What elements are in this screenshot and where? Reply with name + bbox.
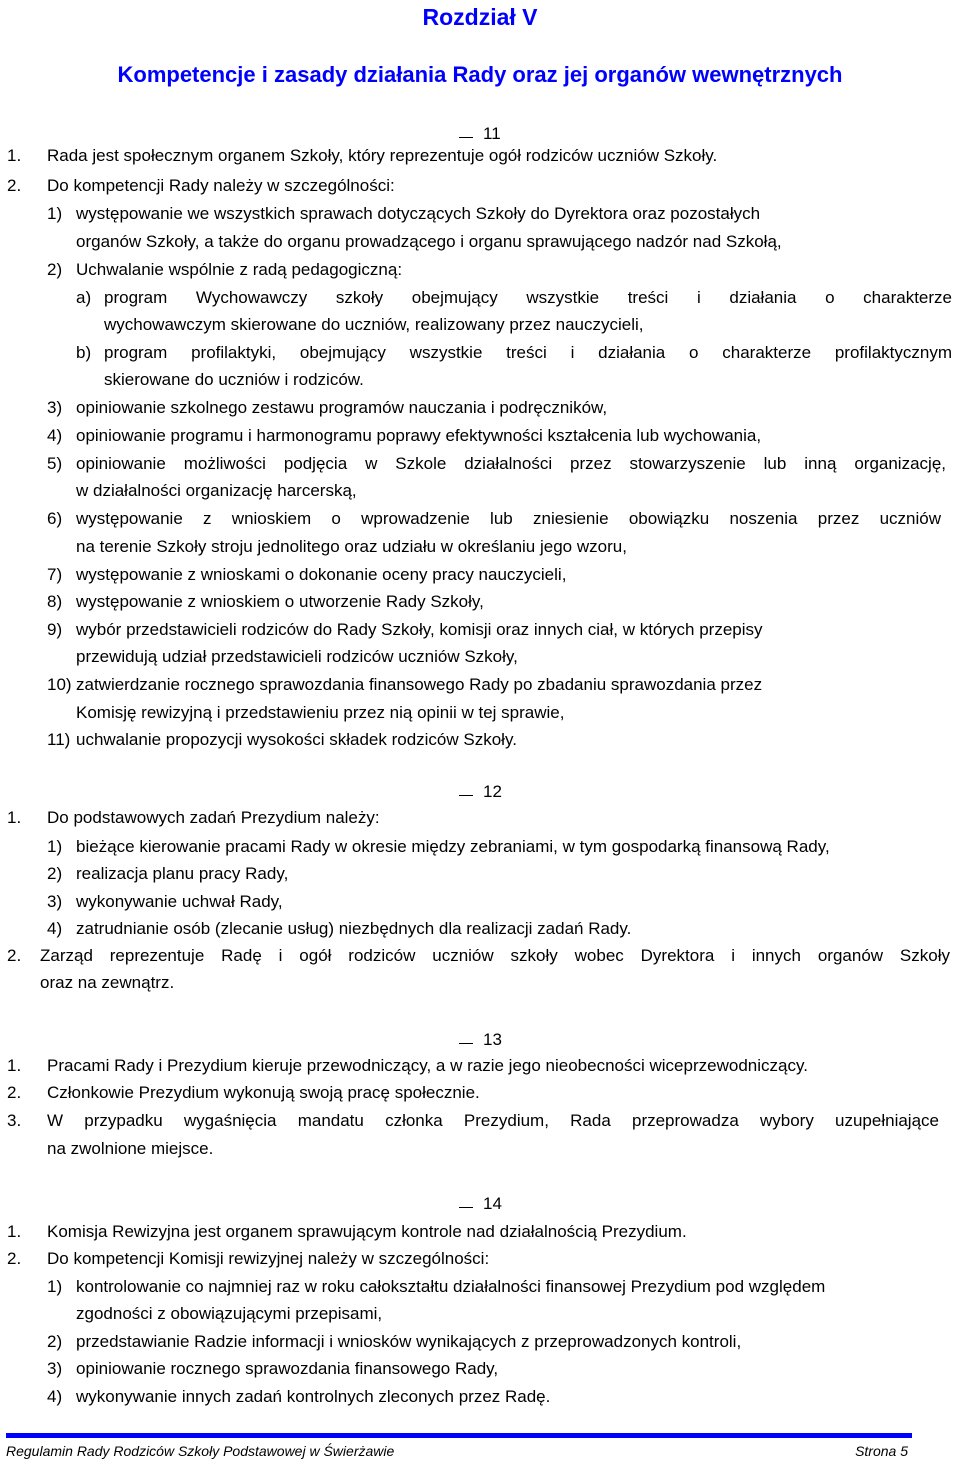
list-number: 2) [47,260,63,279]
list-number: 2. [7,176,22,195]
list-number: 1. [7,808,22,827]
list-item-text: wybór przedstawicieli rodziców do Rady Szkoły, komisji oraz innych ciał, w których przepisy [76,620,763,639]
footer-rule [6,1433,912,1438]
list-number: 10) [47,675,72,694]
list-number: 11) [47,730,71,749]
list-item-text: opiniowanie programu i harmonogramu poprawy efektywności kształcenia lub wychowania, [76,426,762,445]
section-number: 14 [483,1194,502,1213]
footer-document-title: Regulamin Rady Rodziców Szkoły Podstawowej w Świerżawie [6,1443,395,1459]
section-symbol [459,122,473,138]
section-mark-14 [459,1192,502,1216]
list-number: 4) [47,426,63,445]
list-number: 2) [47,1332,63,1351]
section-symbol [459,1028,473,1044]
list-item-text: skierowane do uczniów i rodziców. [104,370,364,389]
paragraph-text: W przypadku wygaśnięcia mandatu członka Prezydium, Rada przeprowadza wybory uzupełniające [47,1111,939,1130]
list-number: 4) [47,1387,63,1406]
chapter-heading: Rozdział V [422,4,538,30]
list-item-text: na terenie Szkoły stroju jednolitego oraz udziału w określaniu jego wzoru, [76,537,627,556]
list-item-text: opiniowanie możliwości podjęcia w Szkole działalności przez stowarzyszenie lub inną organizację, [76,454,946,473]
section-number: 12 [483,782,502,801]
section-mark-13 [459,1028,502,1052]
list-item-text: zatwierdzanie rocznego sprawozdania finansowego Rady po zbadaniu sprawozdania przez [76,675,763,694]
list-item-text: bieżące kierowanie pracami Rady w okresie między zebraniami, w tym gospodarką finansową Rady, [76,837,830,856]
list-item-text: występowanie we wszystkich sprawach dotyczących Szkoły do Dyrektora oraz pozostałych [76,204,761,223]
list-item-text: uchwalanie propozycji wysokości składek rodziców Szkoły. [76,730,517,749]
list-number: 8) [47,592,63,611]
footer-page-number: Strona 5 [855,1443,908,1459]
list-item-text: wykonywanie uchwał Rady, [76,892,283,911]
list-number: 2) [47,864,63,883]
list-item-text: przedstawianie Radzie informacji i wniosków wynikających z przeprowadzonych kontroli, [76,1332,742,1351]
list-number: 3) [47,892,63,911]
paragraph-text: na zwolnione miejsce. [47,1139,214,1158]
list-number: 9) [47,620,63,639]
section-mark-11 [459,122,501,146]
list-number: 3) [47,398,63,417]
list-item-text: Komisję rewizyjną i przedstawieniu przez nią opinii w tej sprawie, [76,703,565,722]
paragraph-text: Do podstawowych zadań Prezydium należy: [47,808,380,827]
list-item-text: kontrolowanie co najmniej raz w roku całokształtu działalności finansowej Prezydium pod względem [76,1277,826,1296]
list-letter: a) [76,288,92,307]
list-number: 2. [7,946,22,965]
list-item-text: występowanie z wnioskiem o utworzenie Rady Szkoły, [76,592,484,611]
list-item-text: zgodności z obowiązującymi przepisami, [76,1304,383,1323]
list-number: 1) [47,204,63,223]
section-mark-12 [459,780,502,804]
list-item-text: w działalności organizację harcerską, [76,481,357,500]
list-item-text: opiniowanie szkolnego zestawu programów nauczania i podręczników, [76,398,608,417]
paragraph-text: Do kompetencji Rady należy w szczególności: [47,176,395,195]
list-item-text: program profilaktyki, obejmujący wszystkie treści i działania o charakterze profilaktycznym [104,343,952,362]
list-number: 3) [47,1359,63,1378]
list-item-text: występowanie z wnioskami o dokonanie oceny pracy nauczycieli, [76,565,567,584]
paragraph-text: Pracami Rady i Prezydium kieruje przewodniczący, a w razie jego nieobecności wiceprzewodniczący. [47,1056,808,1075]
list-number: 7) [47,565,63,584]
list-item-text: wykonywanie innych zadań kontrolnych zleconych przez Radę. [76,1387,551,1406]
section-symbol [459,1192,473,1208]
list-item-text: wychowawczym skierowane do uczniów, realizowany przez nauczycieli, [104,315,644,334]
list-number: 2. [7,1083,22,1102]
list-number: 2. [7,1249,22,1268]
paragraph-text: Rada jest społecznym organem Szkoły, który reprezentuje ogół rodziców uczniów Szkoły. [47,146,718,165]
list-number: 3. [7,1111,22,1130]
list-number: 1. [7,1222,22,1241]
section-number: 13 [483,1030,502,1049]
list-number: 1) [47,837,63,856]
paragraph-text: Do kompetencji Komisji rewizyjnej należy w szczególności: [47,1249,490,1268]
section-number: 11 [483,124,501,143]
paragraph-text: Członkowie Prezydium wykonują swoją pracę społecznie. [47,1083,480,1102]
paragraph-text: oraz na zewnątrz. [40,973,175,992]
chapter-title: Kompetencje i zasady działania Rady oraz jej organów wewnętrznych [117,62,843,87]
section-symbol [459,780,473,796]
list-item-text: program Wychowawczy szkoły obejmujący wszystkie treści i działania o charakterze [104,288,952,307]
list-item-text: realizacja planu pracy Rady, [76,864,289,883]
paragraph-text: Zarząd reprezentuje Radę i ogół rodziców uczniów szkoły wobec Dyrektora i innych organów Szkoły [40,946,950,965]
list-number: 4) [47,919,63,938]
list-item-text: występowanie z wnioskiem o wprowadzenie lub zniesienie obowiązku noszenia przez uczniów [76,509,941,528]
list-item-text: opiniowanie rocznego sprawozdania finansowego Rady, [76,1359,499,1378]
list-item-text: organów Szkoły, a także do organu prowadzącego i organu sprawującego nadzór nad Szkołą, [76,232,782,251]
list-item-text: przewidują udział przedstawicieli rodziców uczniów Szkoły, [76,647,518,666]
list-number: 1. [7,146,22,165]
list-item-text: Uchwalanie wspólnie z radą pedagogiczną: [76,260,403,279]
list-number: 1. [7,1056,22,1075]
list-letter: b) [76,343,92,362]
list-number: 1) [47,1277,63,1296]
list-number: 5) [47,454,63,473]
list-number: 6) [47,509,63,528]
paragraph-text: Komisja Rewizyjna jest organem sprawującym kontrole nad działalnością Prezydium. [47,1222,687,1241]
list-item-text: zatrudnianie osób (zlecanie usług) niezbędnych dla realizacji zadań Rady. [76,919,632,938]
